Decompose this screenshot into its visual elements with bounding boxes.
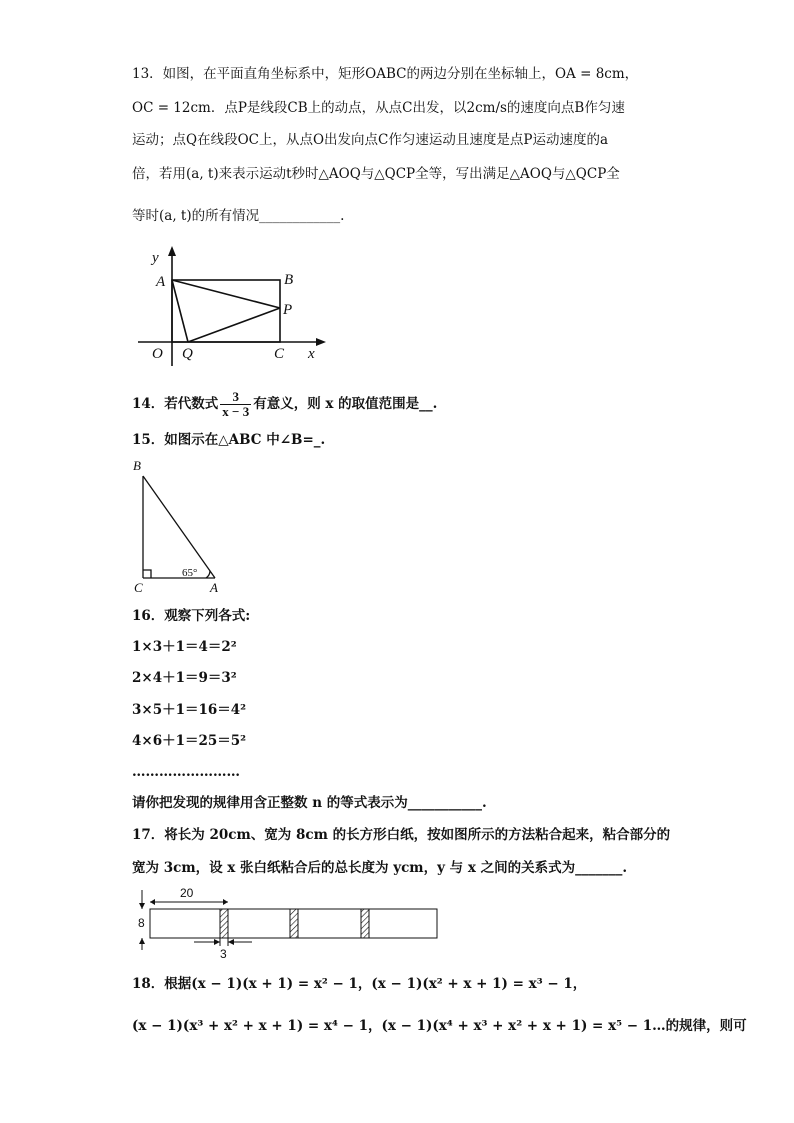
q16-eq-4: 4×6＋1＝25＝5² — [132, 733, 247, 749]
q17-line2: 宽为 3cm，设 x 张白纸粘合后的总长度为 ycm，y 与 x 之间的关系式为_______. — [132, 860, 628, 876]
arrow-3-left-icon — [228, 939, 234, 945]
overlap-2 — [290, 909, 298, 938]
dim-width-label: 8 — [138, 916, 145, 930]
label-q: Q — [182, 346, 193, 362]
label-b: B — [284, 272, 294, 288]
q14 — [132, 390, 437, 419]
q14-prefix: 14．若代数式 — [132, 396, 219, 412]
arrow-right-icon — [223, 899, 228, 905]
label-x: x — [308, 346, 315, 362]
label-a: A — [210, 580, 218, 594]
q13-line2: OC = 12cm．点P是线段CB上的动点，从点C出发，以2cm/s的速度向点B作匀速 — [132, 100, 625, 116]
label-a: A — [156, 274, 166, 290]
arrow-up-icon — [139, 938, 145, 944]
angle-arc — [206, 571, 210, 578]
q15-text: 15．如图示在△ABC 中∠B=_. — [132, 432, 326, 448]
arrow-left-icon — [150, 899, 155, 905]
q13-line1: 13．如图，在平面直角坐标系中，矩形OABC的两边分别在坐标轴上，OA = 8cm， — [132, 66, 639, 82]
q14-suffix: 有意义，则 x 的取值范围是__. — [253, 396, 438, 412]
dim-len-label: 20 — [180, 886, 194, 900]
overlap-3 — [361, 909, 369, 938]
q16-eq-2: 2×4＋1＝9＝3² — [132, 670, 237, 686]
label-y: y — [152, 250, 159, 266]
q16-eq-3: 3×5＋1＝16＝4² — [132, 702, 247, 718]
rectangle-oabc — [172, 280, 280, 342]
q14-den: x − 3 — [222, 404, 250, 419]
q18-line2: (x − 1)(x³ + x² + x + 1) = x⁴ − 1，(x − 1)(x⁴ + x³ + x² + x + 1) = x⁵ − 1…的规律，则可 — [132, 1018, 747, 1034]
label-c: C — [274, 346, 285, 362]
q13-line3: 运动；点Q在线段OC上，从点O出发向点C作匀速运动且速度是点P运动速度的a — [132, 132, 608, 148]
segment-aq — [172, 280, 188, 342]
q16-ask: 请你把发现的规律用含正整数 n 的等式表示为___________. — [132, 795, 487, 811]
label-c: C — [134, 580, 143, 594]
q13-line4: 倍，若用(a, t)来表示运动t秒时△AOQ与△QCP全等，写出满足△AOQ与△QCP全 — [132, 166, 620, 182]
q14-num: 3 — [220, 390, 251, 405]
segment-qp — [188, 308, 280, 342]
arrow-3-right-icon — [214, 939, 220, 945]
q16-intro: 16．观察下列各式: — [132, 608, 251, 624]
side-ba — [143, 476, 215, 578]
y-arrow-icon — [168, 246, 176, 256]
label-b: B — [133, 458, 141, 473]
arrow-down-icon — [139, 903, 145, 909]
q14-fraction — [220, 390, 251, 419]
q16-dots: …………………… — [132, 764, 240, 780]
label-o: O — [152, 346, 163, 362]
right-angle-mark — [143, 570, 151, 578]
overlap-1 — [220, 909, 228, 938]
dim-overlap-label: 3 — [220, 947, 227, 961]
q13-line5: 等时(a, t)的所有情况____________. — [132, 208, 345, 224]
angle-label: 65° — [182, 567, 198, 579]
q13-figure — [138, 246, 328, 366]
q17-line1: 17．将长为 20cm、宽为 8cm 的长方形白纸，按如图所示的方法粘合起来，粘合部分的 — [132, 827, 671, 843]
q18-line1: 18．根据(x − 1)(x + 1) = x² − 1，(x − 1)(x² + x + 1) = x³ − 1， — [132, 976, 587, 992]
segment-ap — [172, 280, 280, 308]
label-p: P — [283, 302, 293, 318]
q15-figure — [130, 458, 230, 594]
q17-figure — [134, 884, 444, 964]
x-arrow-icon — [316, 338, 326, 346]
q16-eq-1: 1×3＋1＝4＝2² — [132, 639, 237, 655]
